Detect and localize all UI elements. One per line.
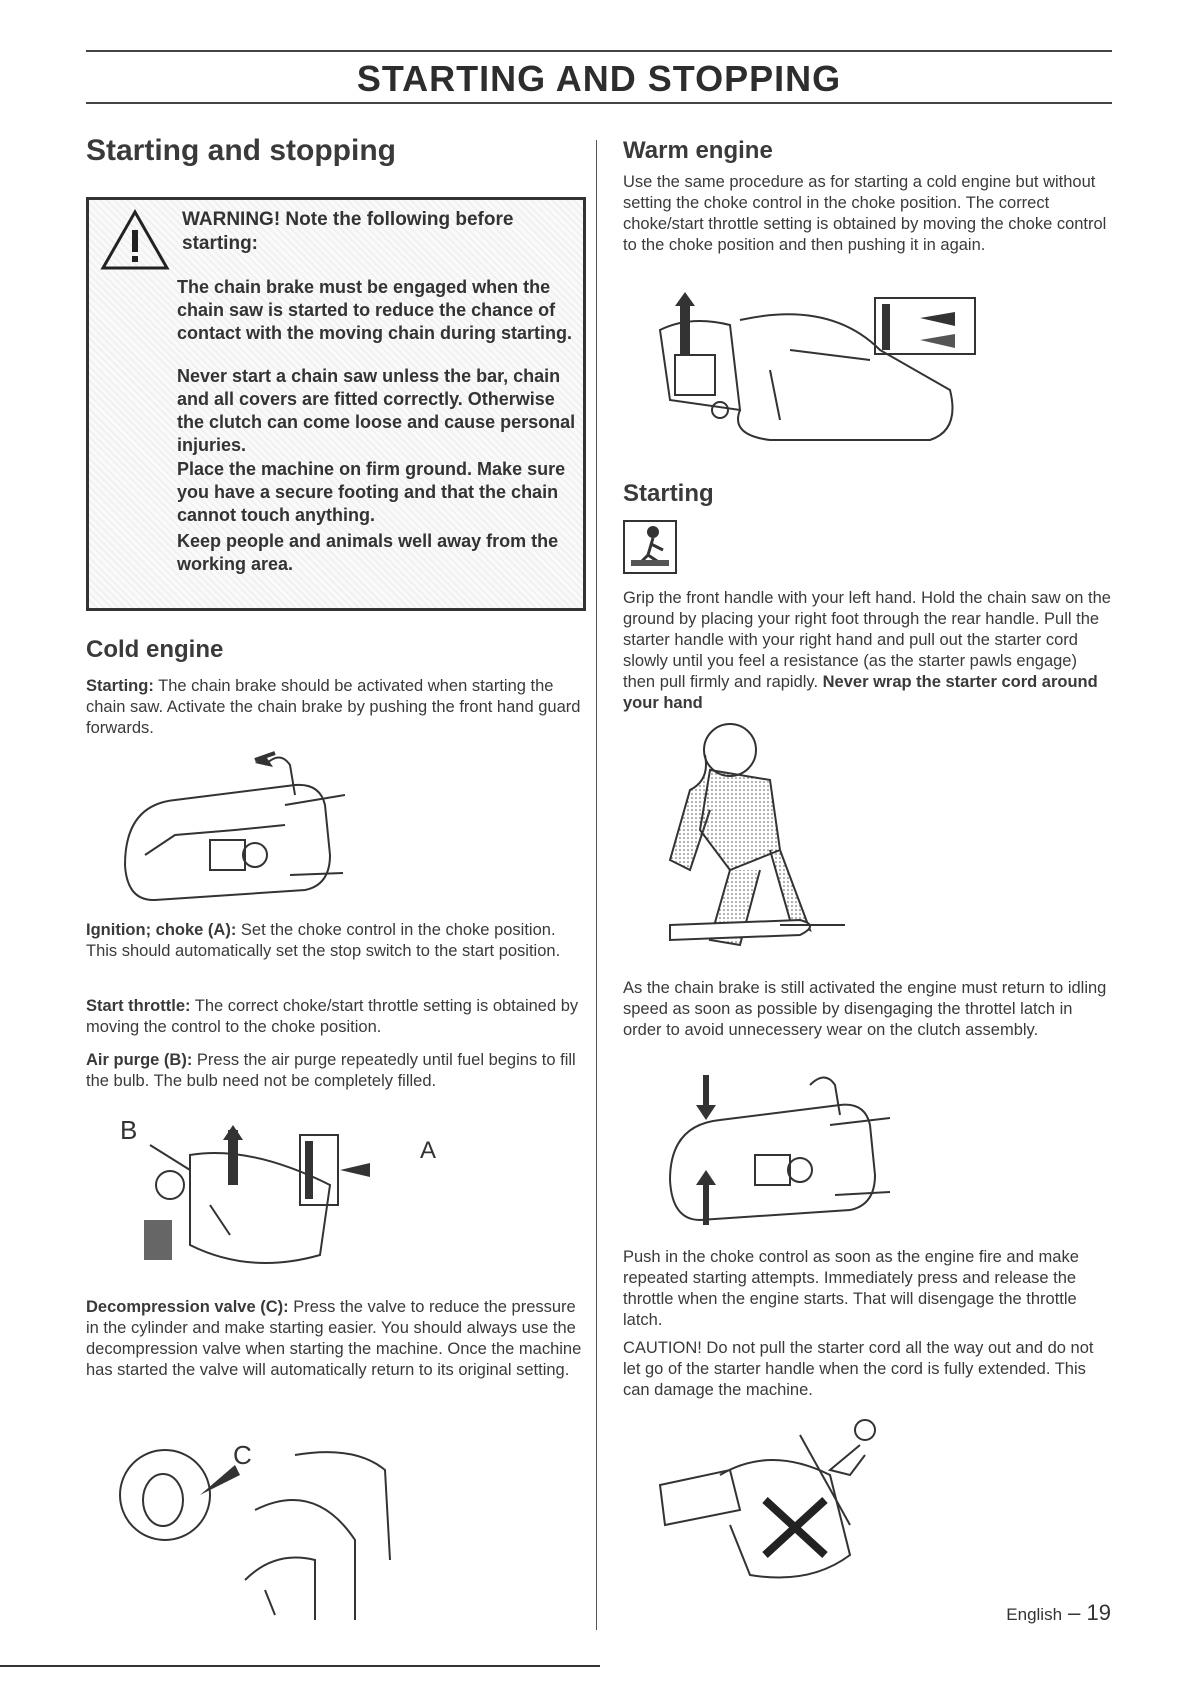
- starting-pictogram-icon: [623, 520, 677, 574]
- chain-brake-paragraph: As the chain brake is still activated the engine must return to idling speed as soon as possible by disengaging the throttel latch in order to avoid unnecessery wear on the clutch assembly.: [623, 979, 1107, 1039]
- paragraph-text: Press the air purge repeatedly until fuel begins to fill the bulb. The bulb need not be completely filled.: [86, 1051, 576, 1090]
- warning-paragraph: Place the machine on firm ground. Make sure you have a secure footing and that the chain cannot touch anything.: [177, 459, 566, 525]
- paragraph-text: Press the valve to reduce the pressure in the cylinder and make starting easier. You should always use the decompression valve when starting the machine. Once the machine has started the valve will automatically return to its original setting.: [86, 1298, 582, 1379]
- decompression-paragraph: [86, 1297, 586, 1381]
- paragraph-lead: Ignition; choke (A):: [86, 921, 237, 939]
- warning-paragraph: Keep people and animals well away from the working area.: [177, 531, 559, 574]
- paragraph-text: The chain brake should be activated when starting the chain saw. Activate the chain brake by pushing the front hand guard forwards.: [86, 677, 581, 737]
- paragraph-text: Grip the front handle with your left hand. Hold the chain saw on the ground by placing your right foot through the rear handle. Pull the starter handle with your right hand and pull out the starter cord slowly until you feel a resistance (as the starter pawls engage) then pull firmly and rapidly.: [623, 589, 1111, 691]
- page-title: STARTING AND STOPPING: [356, 58, 842, 99]
- starting-title: Starting: [623, 480, 714, 507]
- air-purge-paragraph: [86, 1050, 586, 1092]
- decompression-valve-icon: [115, 1440, 415, 1620]
- grip-paragraph: [623, 588, 1113, 714]
- ignition-paragraph: [86, 920, 586, 962]
- footer-page: 19: [1086, 1600, 1111, 1625]
- column-divider: [596, 140, 597, 1630]
- warm-engine-choke-illustration: [650, 290, 980, 455]
- header-bottom-rule: [86, 102, 1112, 104]
- footer-separator: –: [1062, 1600, 1087, 1625]
- caution-paragraph: CAUTION! Do not pull the starter cord all the way out and do not let go of the starter handle when the cord is fully extended. This can damage the machine.: [623, 1339, 1094, 1399]
- chainsaw-brake-illustration: [115, 745, 345, 910]
- warm-engine-title: Warm engine: [623, 137, 773, 164]
- label-a: A: [420, 1137, 437, 1164]
- paragraph-lead: Decompression valve (C):: [86, 1298, 289, 1316]
- warning-paragraph: The chain brake must be engaged when the chain saw is started to reduce the chance of contact with the moving chain during starting.: [177, 277, 573, 343]
- cord-caution-illustration: [650, 1415, 900, 1590]
- warning-paragraph: Never start a chain saw unless the bar, chain and all covers are fitted correctly. Otherwise the clutch can come loose and cause personal injuries.: [177, 366, 576, 455]
- label-c: C: [233, 1440, 252, 1470]
- label-b: B: [120, 1115, 138, 1145]
- paragraph-lead: Air purge (B):: [86, 1051, 193, 1069]
- choke-purge-illustration: [120, 1115, 440, 1275]
- paragraph-text: The correct choke/start throttle setting is obtained by moving the control to the choke position.: [86, 997, 579, 1036]
- footer-rule: [0, 1665, 600, 1667]
- throttle-latch-illustration: [660, 1070, 895, 1230]
- page-number: [1006, 1600, 1111, 1626]
- warning-triangle-icon: [99, 208, 171, 272]
- operator-starting-illustration: [650, 720, 850, 960]
- warning-box: [86, 197, 586, 611]
- chainsaw-choke-icon: [130, 1125, 420, 1275]
- start-throttle-paragraph: [86, 996, 586, 1038]
- decompression-illustration: [115, 1440, 415, 1620]
- cold-engine-title: Cold engine: [86, 636, 224, 663]
- push-choke-paragraph: Push in the choke control as soon as the engine fire and make repeated starting attempts. Immediately press and release the throttle when the engine starts. That will disengage the throttle latch.: [623, 1248, 1079, 1329]
- footer-language: English: [1006, 1605, 1063, 1624]
- paragraph-lead: Starting:: [86, 677, 154, 695]
- warning-title: WARNING! Note the following before starting:: [182, 209, 514, 254]
- paragraph-lead: Start throttle:: [86, 997, 191, 1015]
- warm-engine-paragraph: Use the same procedure as for starting a cold engine but without setting the choke control in the choke position. The correct choke/start throttle setting is obtained by moving the choke control to the choke position and then pushing it in again.: [623, 173, 1107, 254]
- header-top-rule: [86, 50, 1112, 52]
- paragraph-bold: Never wrap the starter cord around your hand: [623, 673, 1098, 712]
- section-title: Starting and stopping: [86, 134, 396, 167]
- cold-engine-starting-paragraph: [86, 676, 586, 739]
- paragraph-text: Set the choke control in the choke position. This should automatically set the stop switch to the start position.: [86, 921, 561, 960]
